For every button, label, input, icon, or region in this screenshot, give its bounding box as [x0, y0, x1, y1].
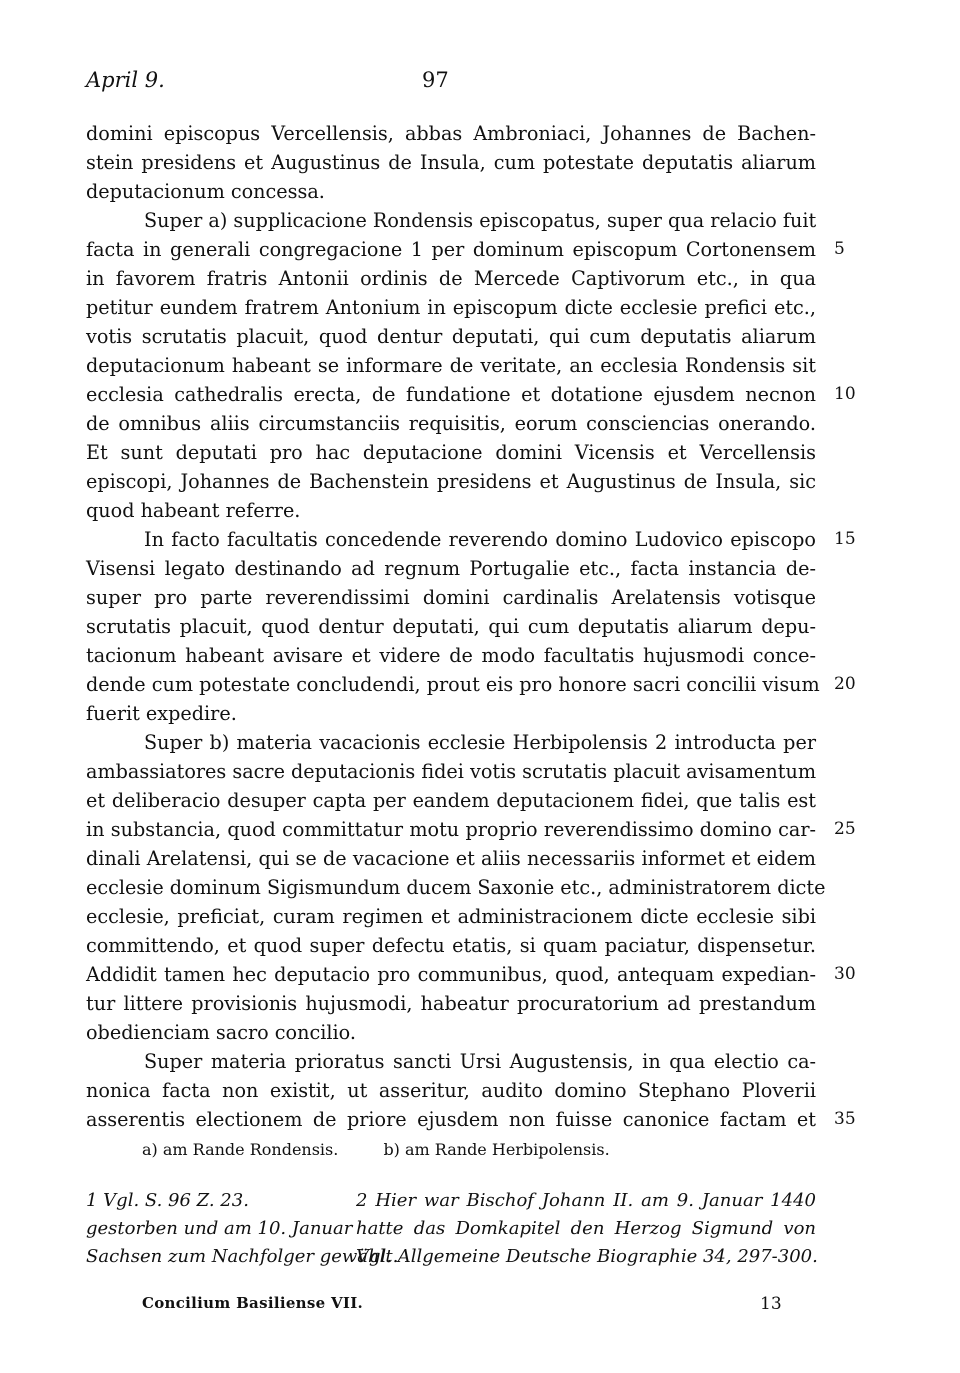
running-header	[86, 68, 826, 98]
line-text: dende cum potestate concludendi, prout eis pro honore sacri concilii visum	[86, 673, 820, 696]
line-text: deputacionum concessa.	[86, 180, 325, 203]
line-number: 35	[834, 1109, 856, 1129]
line-text: facta in generali congregacione 1 per dominum episcopum Cortonensem	[86, 238, 816, 261]
text-line	[86, 177, 816, 206]
footnote-line	[86, 1243, 816, 1271]
line-number: 20	[834, 674, 856, 694]
line-text: petitur eundem fratrem Antonium in episcopum dicte ecclesie prefici etc.,	[86, 296, 816, 319]
line-number: 10	[834, 384, 856, 404]
line-text: Addidit tamen hec deputacio pro communibus, quod, antequam expedian-	[86, 963, 816, 986]
text-line	[86, 322, 816, 351]
footnote-right: Vgl. Allgemeine Deutsche Biographie 34, 297-300.	[356, 1246, 818, 1267]
text-line	[86, 699, 816, 728]
line-text: dinali Arelatensi, qui se de vacacione et aliis necessariis informet et eidem	[86, 847, 816, 870]
editorial-notes	[142, 1140, 782, 1159]
line-text: obedienciam sacro concilio.	[86, 1021, 356, 1044]
line-text: deputacionum habeant se informare de veritate, an ecclesia Rondensis sit	[86, 354, 816, 377]
text-line	[86, 786, 816, 815]
line-text: Super materia prioratus sancti Ursi Augustensis, in qua electio ca-	[144, 1050, 816, 1073]
line-text: domini episcopus Vercellensis, abbas Ambroniaci, Johannes de Bachen-	[86, 122, 816, 145]
text-line	[86, 728, 816, 757]
line-text: tacionum habeant avisare et videre de modo facultatis hujusmodi conce-	[86, 644, 816, 667]
footnote-right: hatte das Domkapitel den Herzog Sigmund von	[356, 1218, 816, 1239]
text-line	[86, 148, 816, 177]
line-number: 5	[834, 239, 845, 259]
line-text: tur littere provisionis hujusmodi, habeatur procuratorium ad prestandum	[86, 992, 816, 1015]
text-line	[86, 380, 856, 409]
line-text: in substancia, quod committatur motu proprio reverendissimo domino car-	[86, 818, 816, 841]
text-line	[86, 1047, 816, 1076]
line-text: fuerit expedire.	[86, 702, 237, 725]
text-line	[86, 264, 816, 293]
line-text: stein presidens et Augustinus de Insula, cum potestate deputatis aliarum	[86, 151, 816, 174]
sheet-number: 13	[760, 1294, 782, 1314]
text-line	[86, 409, 816, 438]
text-line	[86, 554, 816, 583]
line-text: super pro parte reverendissimi domini cardinalis Arelatensis votisque	[86, 586, 816, 609]
line-text: episcopi, Johannes de Bachenstein presidens et Augustinus de Insula, sic	[86, 470, 816, 493]
editorial-note: a) am Rande Rondensis.	[142, 1140, 339, 1159]
signature-mark: Concilium Basiliense VII.	[142, 1294, 364, 1312]
footnotes	[86, 1187, 816, 1271]
text-line	[86, 670, 856, 699]
text-line	[86, 815, 856, 844]
line-text: Super b) materia vacacionis ecclesie Herbipolensis 2 introducta per	[144, 731, 816, 754]
text-line	[86, 989, 816, 1018]
line-text: ecclesie dominum Sigismundum ducem Saxonie etc., administratorem dicte	[86, 876, 826, 899]
line-text: ecclesia cathedralis erecta, de fundatione et dotatione ejusdem necnon	[86, 383, 816, 406]
line-text: quod habeant referre.	[86, 499, 301, 522]
line-text: ambassiatores sacre deputacionis fidei votis scrutatis placuit avisamentum	[86, 760, 817, 783]
text-line	[86, 1105, 856, 1134]
text-line	[86, 119, 816, 148]
text-line	[86, 525, 856, 554]
footnote-right: 2 Hier war Bischof Johann II. am 9. Januar 1440	[356, 1190, 816, 1211]
text-line	[86, 1018, 816, 1047]
text-line	[86, 844, 816, 873]
editorial-note: b) am Rande Herbipolensis.	[383, 1140, 610, 1159]
text-line	[86, 467, 816, 496]
line-number: 25	[834, 819, 856, 839]
line-text: Visensi legato destinando ad regnum Portugalie etc., facta instancia de-	[86, 557, 816, 580]
text-line	[86, 496, 816, 525]
footnote-line	[86, 1187, 816, 1215]
text-line	[86, 960, 856, 989]
main-text	[86, 119, 856, 1134]
line-number: 15	[834, 529, 856, 549]
text-line	[86, 931, 816, 960]
text-line	[86, 641, 816, 670]
line-text: et deliberacio desuper capta per eandem deputacionem fidei, que talis est	[86, 789, 816, 812]
line-text: committendo, et quod super defectu etatis, si quam paciatur, dispensetur.	[86, 934, 816, 957]
line-text: asserentis electionem de priore ejusdem non fuisse canonice factam et	[86, 1108, 816, 1131]
text-line	[86, 293, 816, 322]
footnote-left: Sachsen zum Nachfolger gewählt.	[86, 1246, 399, 1267]
line-text: de omnibus aliis circumstanciis requisitis, eorum consciencias onerando.	[86, 412, 816, 435]
text-line	[86, 583, 816, 612]
line-text: Super a) supplicacione Rondensis episcopatus, super qua relacio fuit	[144, 209, 817, 232]
footnote-line	[86, 1215, 816, 1243]
line-text: Et sunt deputati pro hac deputacione domini Vicensis et Vercellensis	[86, 441, 816, 464]
text-line	[86, 612, 816, 641]
text-line	[86, 873, 826, 902]
footnote-left: gestorben und am 10. Januar	[86, 1218, 353, 1239]
footnote-left: 1 Vgl. S. 96 Z. 23.	[86, 1190, 249, 1211]
line-text: in favorem fratris Antonii ordinis de Mercede Captivorum etc., in qua	[86, 267, 816, 290]
line-text: votis scrutatis placuit, quod dentur deputati, qui cum deputatis aliarum	[86, 325, 816, 348]
page-number: 97	[422, 68, 449, 92]
line-number: 30	[834, 964, 856, 984]
line-text: nonica facta non existit, ut asseritur, audito domino Stephano Ploverii	[86, 1079, 816, 1102]
text-line	[86, 235, 845, 264]
text-line	[86, 351, 816, 380]
line-text: In facto facultatis concedende reverendo domino Ludovico episcopo	[144, 528, 816, 551]
text-line	[86, 902, 816, 931]
text-line	[86, 1076, 816, 1105]
text-line	[86, 206, 816, 235]
text-line	[86, 438, 816, 467]
line-text: ecclesie, preficiat, curam regimen et administracionem dicte ecclesie sibi	[86, 905, 816, 928]
line-text: scrutatis placuit, quod dentur deputati, qui cum deputatis aliarum depu-	[86, 615, 816, 638]
text-line	[86, 757, 816, 786]
header-date: April 9.	[86, 68, 165, 92]
